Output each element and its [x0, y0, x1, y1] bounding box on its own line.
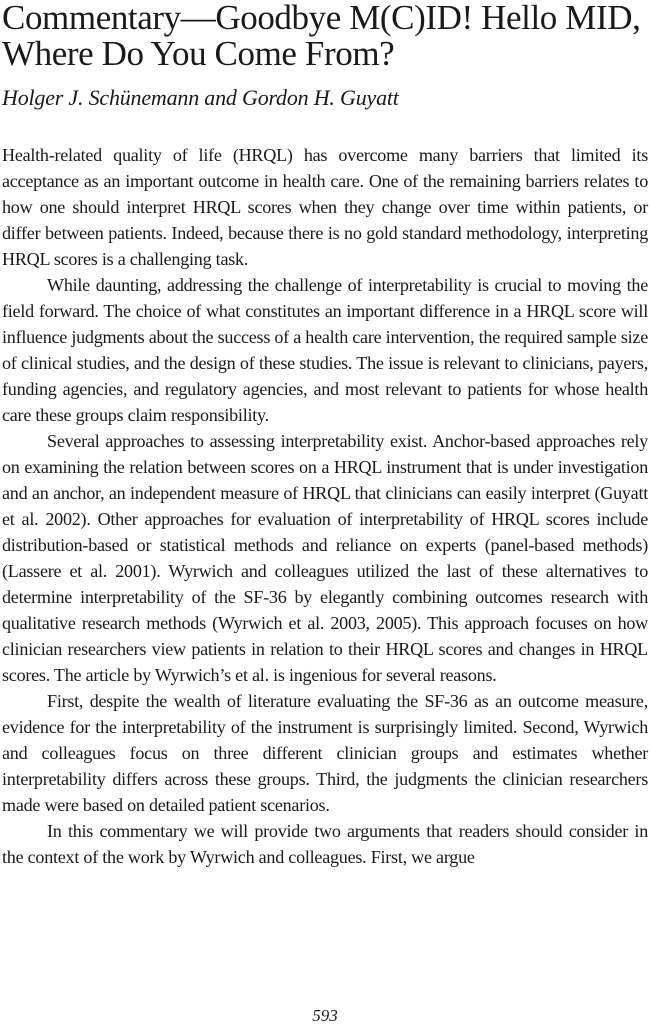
article-authors: Holger J. Schünemann and Gordon H. Guyatt: [2, 85, 399, 110]
body-paragraph-3: Several approaches to assessing interpretability exist. Anchor-based approaches rely on examining the relation between scores on a HRQL instrument that is under investigation and an anchor, an independent measure of HRQL that clinicians can easily interpret (Guyatt et al. 2002). Other approaches for evaluation of interpretability of HRQL scores include distribution-based or statistical methods and reliance on experts (panel-based methods) (Lassere et al. 2001). Wyrwich and colleagues utilized the last of these alternatives to determine interpretability of the SF-36 by elegantly combining outcomes research with qualitative research methods (Wyrwich et al. 2003, 2005). This approach focuses on how clinician researchers view patients in relation to their HRQL scores and changes in HRQL scores. The article by Wyrwich’s et al. is ingenious for several reasons.: [2, 431, 648, 685]
page-number: 593: [312, 1006, 338, 1025]
body-paragraph-2: While daunting, addressing the challenge of interpretability is crucial to moving the field forward. The choice of what constitutes an important difference in a HRQL score will influence judgments about the success of a health care intervention, the required sample size of clinical studies, and the design of these studies. The issue is relevant to clinicians, payers, funding agencies, and regulatory agencies, and most relevant to patients for whose health care these groups claim responsibility.: [2, 275, 648, 425]
article-title: Commentary—Goodbye M(C)ID! Hello MID, Where Do You Come From?: [2, 0, 641, 73]
article-body: [2, 142, 648, 870]
body-paragraph-5: In this commentary we will provide two arguments that readers should consider in the context of the work by Wyrwich and colleagues. First, we argue: [2, 821, 648, 867]
body-paragraph-4: First, despite the wealth of literature evaluating the SF-36 as an outcome measure, evidence for the interpretability of the instrument is surprisingly limited. Second, Wyrwich and colleagues focus on three different clinician groups and estimates whether interpretability differs across these groups. Third, the judgments the clinician researchers made were based on detailed patient scenarios.: [2, 691, 648, 815]
body-paragraph-1: Health-related quality of life (HRQL) has overcome many barriers that limited its acceptance as an important outcome in health care. One of the remaining barriers relates to how one should interpret HRQL scores when they change over time within patients, or differ between patients. Indeed, because there is no gold standard methodology, interpreting HRQL scores is a challenging task.: [2, 145, 648, 269]
